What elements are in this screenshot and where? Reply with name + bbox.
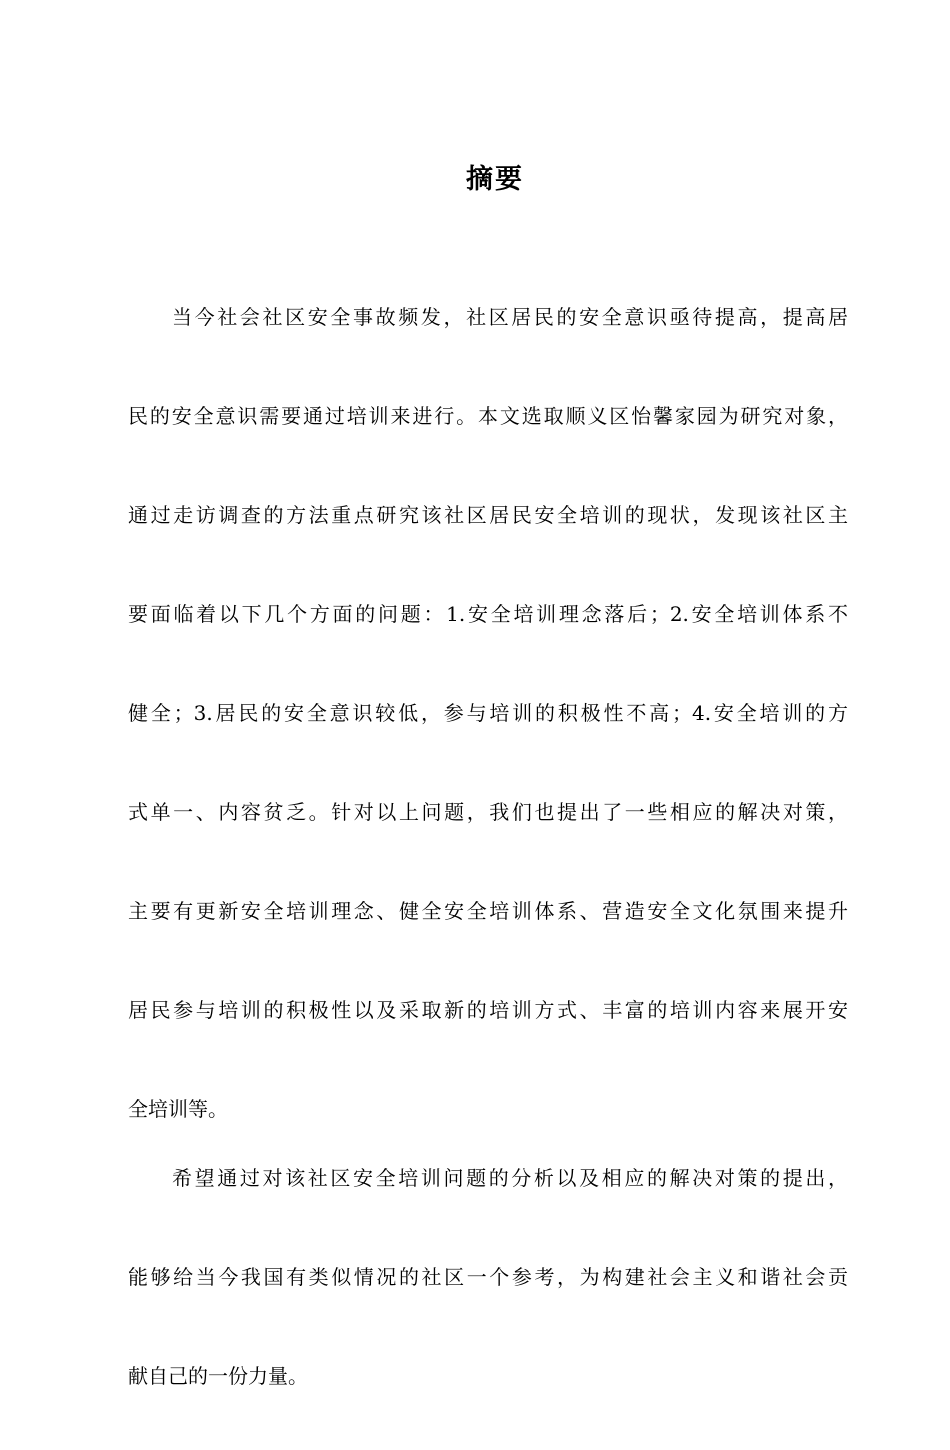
paragraph-1-line-3: 通过走访调查的方法重点研究该社区居民安全培训的现状，发现该社区主 <box>128 503 848 527</box>
paragraph-2-line-1: 希望通过对该社区安全培训问题的分析以及相应的解决对策的提出， <box>172 1166 848 1190</box>
paragraph-1-line-8: 居民参与培训的积极性以及采取新的培训方式、丰富的培训内容来展开安 <box>128 998 848 1022</box>
paragraph-1-line-7: 主要有更新安全培训理念、健全安全培训体系、营造安全文化氛围来提升 <box>128 899 848 923</box>
page-title: 摘要 <box>466 164 524 195</box>
paragraph-2-line-3: 献自己的一份力量。 <box>128 1364 308 1388</box>
paragraph-2-line-2: 能够给当今我国有类似情况的社区一个参考，为构建社会主义和谐社会贡 <box>128 1265 848 1289</box>
paragraph-1-line-4: 要面临着以下几个方面的问题：1.安全培训理念落后；2.安全培训体系不 <box>128 602 848 626</box>
paragraph-1-line-1: 当今社会社区安全事故频发，社区居民的安全意识亟待提高，提高居 <box>172 305 848 329</box>
abstract-body <box>128 292 848 1450</box>
paragraph-1-line-2: 民的安全意识需要通过培训来进行。本文选取顺义区怡馨家园为研究对象， <box>128 404 848 428</box>
paragraph-1-line-5: 健全；3.居民的安全意识较低，参与培训的积极性不高；4.安全培训的方 <box>128 701 848 725</box>
paragraph-1-line-6: 式单一、内容贫乏。针对以上问题，我们也提出了一些相应的解决对策， <box>128 800 848 824</box>
paragraph-1-line-9: 全培训等。 <box>128 1097 228 1121</box>
